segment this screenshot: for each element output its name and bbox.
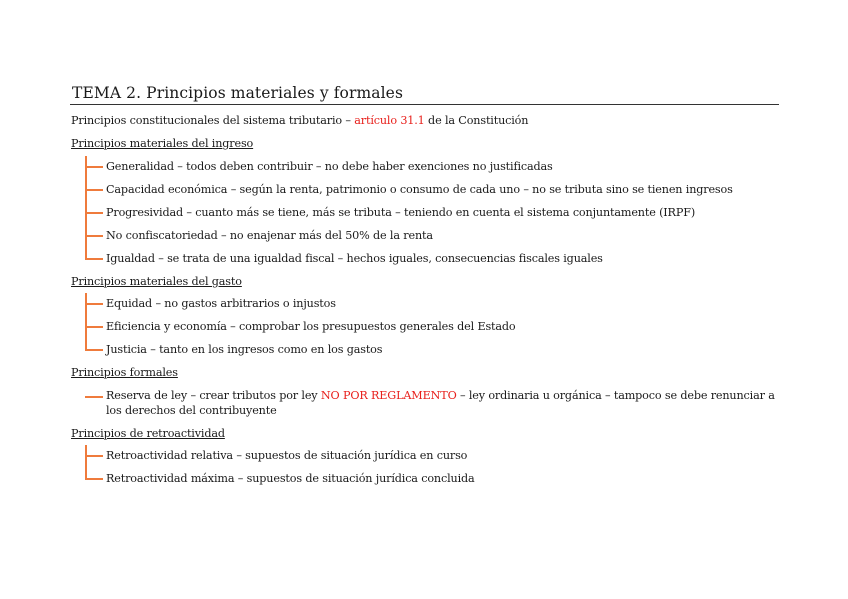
list-item: Generalidad – todos deben contribuir – no debe haber exenciones no justificadas <box>106 160 553 173</box>
list-item: Retroactividad relativa – supuestos de situación jurídica en curso <box>106 449 468 462</box>
item-highlight: NO POR REGLAMENTO <box>320 389 457 402</box>
tree-branch <box>85 303 103 305</box>
title-divider <box>70 104 779 105</box>
tree-branch <box>85 212 103 214</box>
list-item: No confiscatoriedad – no enajenar más del 50% de la renta <box>106 229 433 242</box>
tree-connector <box>85 156 87 260</box>
intro-text-after: de la Constitución <box>424 114 529 127</box>
item-text: Reserva de ley – crear tributos por ley <box>106 389 321 402</box>
tree-branch <box>85 258 103 260</box>
intro-line <box>71 114 528 127</box>
list-item: Justicia – tanto en los ingresos como en los gastos <box>106 343 383 356</box>
list-item <box>106 389 778 418</box>
section-heading-retroactividad: Principios de retroactividad <box>71 427 225 440</box>
list-item: Eficiencia y economía – comprobar los presupuestos generales del Estado <box>106 320 516 333</box>
tree-branch <box>85 189 103 191</box>
tree-connector <box>85 293 87 351</box>
section-heading-formales: Principios formales <box>71 366 178 379</box>
tree-branch <box>85 166 103 168</box>
list-item: Capacidad económica – según la renta, patrimonio o consumo de cada uno – no se tributa sino se tienen ingresos <box>106 183 733 196</box>
tree-branch <box>85 396 103 398</box>
tree-branch <box>85 235 103 237</box>
tree-connector <box>85 445 87 480</box>
tree-branch <box>85 455 103 457</box>
section-heading-gasto: Principios materiales del gasto <box>71 275 242 288</box>
list-item: Equidad – no gastos arbitrarios o injustos <box>106 297 336 310</box>
tree-branch <box>85 326 103 328</box>
intro-text: Principios constitucionales del sistema tributario – <box>71 114 355 127</box>
tree-branch <box>85 349 103 351</box>
page-title: TEMA 2. Principios materiales y formales <box>72 84 404 102</box>
list-item: Igualdad – se trata de una igualdad fiscal – hechos iguales, consecuencias fiscales iguales <box>106 252 603 265</box>
list-item: Retroactividad máxima – supuestos de situación jurídica concluida <box>106 472 475 485</box>
section-heading-ingreso: Principios materiales del ingreso <box>71 137 254 150</box>
item-text-after: – ley ordinaria u orgánica – tampoco se debe renunciar a los derechos del contribuyente <box>106 389 775 417</box>
intro-highlight: artículo 31.1 <box>354 114 425 127</box>
tree-branch <box>85 478 103 480</box>
list-item: Progresividad – cuanto más se tiene, más se tributa – teniendo en cuenta el sistema conjuntamente (IRPF) <box>106 206 696 219</box>
